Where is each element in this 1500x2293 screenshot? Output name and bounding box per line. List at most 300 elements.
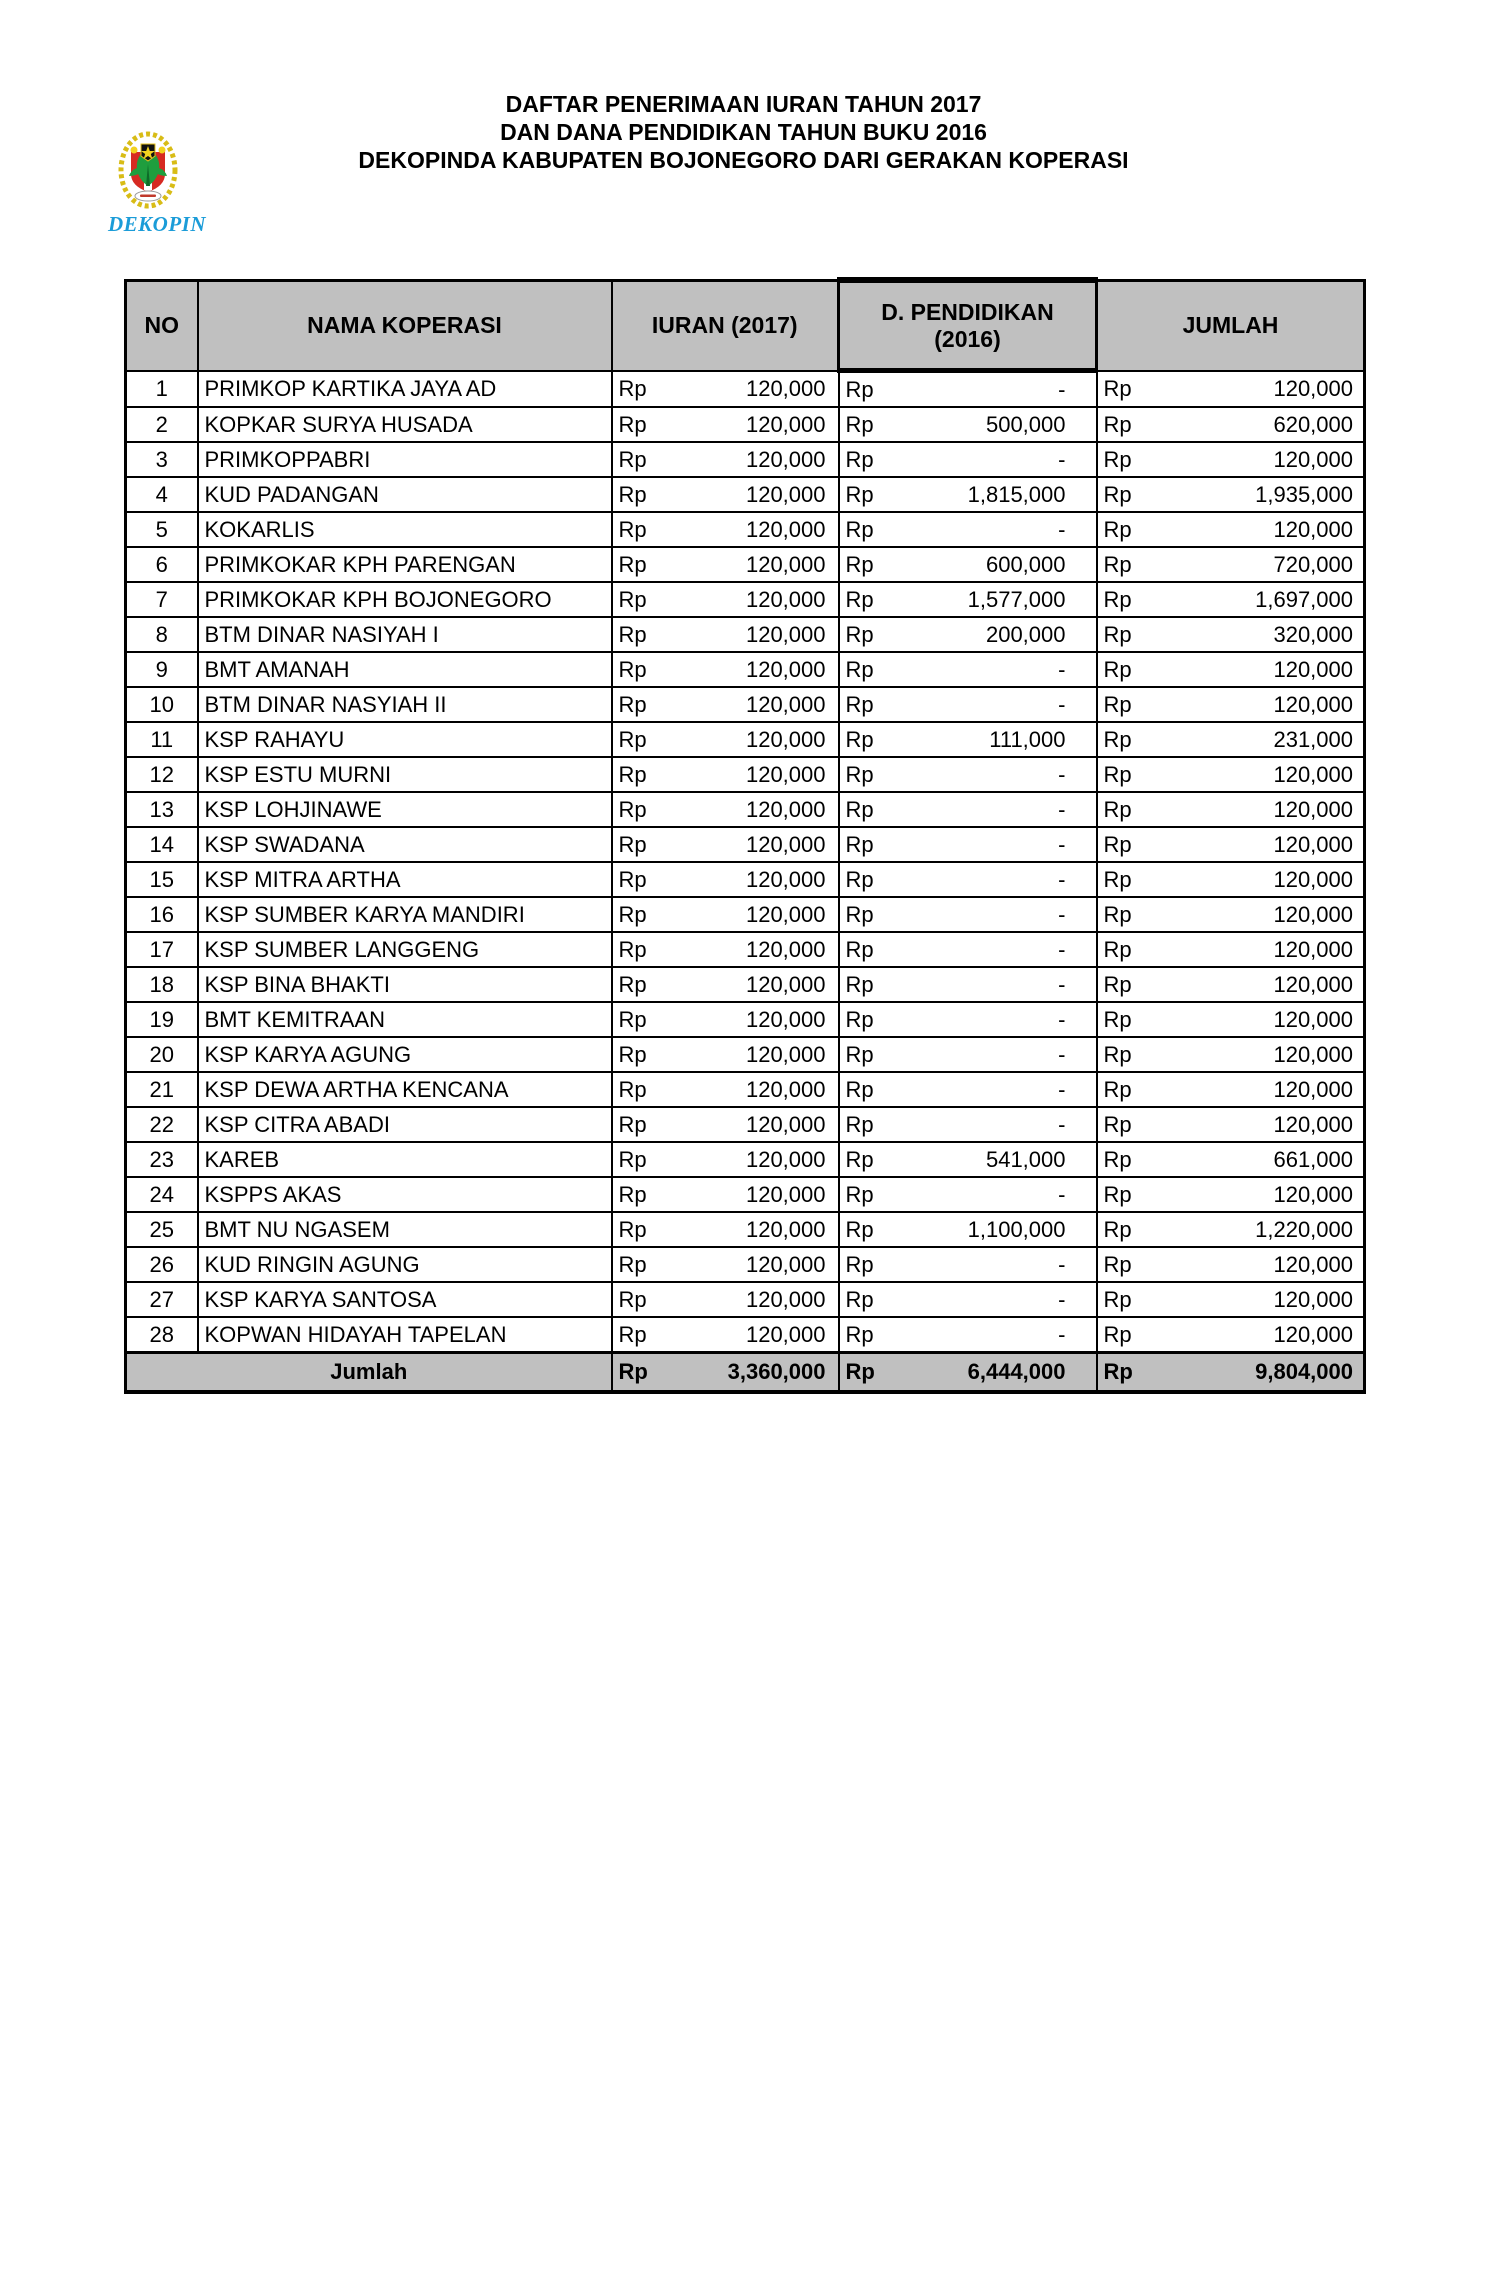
table-row xyxy=(126,1317,1365,1353)
jumlah-value: 120,000 xyxy=(1273,1076,1353,1102)
table-row xyxy=(126,1212,1365,1247)
table-row xyxy=(126,407,1365,442)
col-header-jumlah: JUMLAH xyxy=(1097,280,1365,371)
col-header-no: NO xyxy=(126,280,198,371)
jumlah-value: 120,000 xyxy=(1273,375,1353,401)
row-number: 15 xyxy=(126,862,198,897)
pendidikan-cell xyxy=(839,862,1097,897)
pendidikan-value: - xyxy=(1058,1041,1066,1067)
iuran-cell xyxy=(612,652,839,687)
koperasi-name: KUD PADANGAN xyxy=(198,477,612,512)
jumlah-value: 120,000 xyxy=(1273,516,1353,542)
row-number: 21 xyxy=(126,1072,198,1107)
row-number: 11 xyxy=(126,722,198,757)
currency-label: Rp xyxy=(618,375,647,401)
table-row xyxy=(126,371,1365,408)
iuran-value: 120,000 xyxy=(745,1041,826,1067)
jumlah-cell xyxy=(1097,512,1365,547)
currency-label: Rp xyxy=(1103,971,1132,997)
currency-label: Rp xyxy=(845,726,874,752)
total-jumlah-value: 9,804,000 xyxy=(1255,1359,1353,1384)
pendidikan-cell xyxy=(839,1247,1097,1282)
jumlah-value: 620,000 xyxy=(1273,411,1353,437)
jumlah-cell xyxy=(1097,792,1365,827)
currency-label: Rp xyxy=(845,866,874,892)
koperasi-name: BMT KEMITRAAN xyxy=(198,1002,612,1037)
pendidikan-value: 600,000 xyxy=(985,551,1066,577)
jumlah-cell xyxy=(1097,687,1365,722)
currency-label: Rp xyxy=(1103,1359,1133,1384)
row-number: 2 xyxy=(126,407,198,442)
currency-label: Rp xyxy=(618,1006,647,1032)
iuran-cell xyxy=(612,477,839,512)
table-row xyxy=(126,442,1365,477)
currency-label: Rp xyxy=(845,1041,874,1067)
koperasi-name: KOPKAR SURYA HUSADA xyxy=(198,407,612,442)
currency-label: Rp xyxy=(845,936,874,962)
table-row xyxy=(126,722,1365,757)
row-number: 24 xyxy=(126,1177,198,1212)
currency-label: Rp xyxy=(618,586,647,612)
iuran-value: 120,000 xyxy=(745,1216,826,1242)
col-header-pendidikan: D. PENDIDIKAN (2016) xyxy=(839,280,1097,371)
pendidikan-value: - xyxy=(1058,901,1066,927)
iuran-value: 120,000 xyxy=(745,901,826,927)
pendidikan-cell xyxy=(839,582,1097,617)
pendidikan-value: - xyxy=(1058,376,1066,402)
iuran-value: 120,000 xyxy=(745,446,826,472)
iuran-value: 120,000 xyxy=(745,621,826,647)
title-line-3: DEKOPINDA KABUPATEN BOJONEGORO DARI GERAKAN KOPERASI xyxy=(358,147,1129,173)
jumlah-value: 120,000 xyxy=(1273,796,1353,822)
jumlah-cell xyxy=(1097,827,1365,862)
jumlah-cell xyxy=(1097,1177,1365,1212)
jumlah-value: 120,000 xyxy=(1273,1251,1353,1277)
iuran-cell xyxy=(612,1212,839,1247)
title-line-1: DAFTAR PENERIMAAN IURAN TAHUN 2017 xyxy=(505,91,982,117)
iuran-value: 120,000 xyxy=(745,971,826,997)
currency-label: Rp xyxy=(618,446,647,472)
row-number: 1 xyxy=(126,371,198,408)
iuran-cell xyxy=(612,407,839,442)
koperasi-name: PRIMKOPPABRI xyxy=(198,442,612,477)
row-number: 23 xyxy=(126,1142,198,1177)
currency-label: Rp xyxy=(1103,901,1132,927)
koperasi-name: PRIMKOKAR KPH PARENGAN xyxy=(198,547,612,582)
currency-label: Rp xyxy=(1103,551,1132,577)
pendidikan-cell xyxy=(839,512,1097,547)
jumlah-cell xyxy=(1097,547,1365,582)
row-number: 13 xyxy=(126,792,198,827)
pendidikan-value: - xyxy=(1058,1076,1066,1102)
koperasi-name: PRIMKOKAR KPH BOJONEGORO xyxy=(198,582,612,617)
pendidikan-value: - xyxy=(1058,656,1066,682)
currency-label: Rp xyxy=(1103,796,1132,822)
pendidikan-cell xyxy=(839,477,1097,512)
pendidikan-value: - xyxy=(1058,796,1066,822)
iuran-value: 120,000 xyxy=(745,586,826,612)
currency-label: Rp xyxy=(618,551,647,577)
pendidikan-cell xyxy=(839,827,1097,862)
col-header-nama: NAMA KOPERASI xyxy=(198,280,612,371)
koperasi-name: KSP KARYA AGUNG xyxy=(198,1037,612,1072)
jumlah-cell xyxy=(1097,1282,1365,1317)
pendidikan-value: - xyxy=(1058,936,1066,962)
jumlah-cell xyxy=(1097,371,1365,408)
pendidikan-cell xyxy=(839,1107,1097,1142)
pendidikan-cell xyxy=(839,1142,1097,1177)
row-number: 3 xyxy=(126,442,198,477)
pendidikan-cell xyxy=(839,687,1097,722)
currency-label: Rp xyxy=(618,971,647,997)
currency-label: Rp xyxy=(618,796,647,822)
koperasi-name: KSP SUMBER LANGGENG xyxy=(198,932,612,967)
jumlah-value: 120,000 xyxy=(1273,761,1353,787)
iuran-value: 120,000 xyxy=(745,1146,826,1172)
currency-label: Rp xyxy=(845,516,874,542)
iuran-cell xyxy=(612,1107,839,1142)
table-row xyxy=(126,792,1365,827)
currency-label: Rp xyxy=(1103,516,1132,542)
jumlah-value: 120,000 xyxy=(1273,831,1353,857)
pendidikan-cell xyxy=(839,1002,1097,1037)
total-pendidikan-value: 6,444,000 xyxy=(967,1359,1066,1384)
iuran-cell xyxy=(612,512,839,547)
currency-label: Rp xyxy=(1103,656,1132,682)
currency-label: Rp xyxy=(1103,1076,1132,1102)
koperasi-name: KSP RAHAYU xyxy=(198,722,612,757)
currency-label: Rp xyxy=(618,411,647,437)
iuran-cell xyxy=(612,932,839,967)
iuran-value: 120,000 xyxy=(745,1251,826,1277)
currency-label: Rp xyxy=(618,691,647,717)
jumlah-value: 120,000 xyxy=(1273,1181,1353,1207)
pendidikan-cell xyxy=(839,1177,1097,1212)
pendidikan-value: 1,577,000 xyxy=(967,586,1066,612)
koperasi-name: BTM DINAR NASYIAH II xyxy=(198,687,612,722)
jumlah-value: 120,000 xyxy=(1273,656,1353,682)
currency-label: Rp xyxy=(618,726,647,752)
currency-label: Rp xyxy=(1103,1111,1132,1137)
jumlah-value: 1,220,000 xyxy=(1255,1216,1353,1242)
table-row xyxy=(126,547,1365,582)
table-row xyxy=(126,932,1365,967)
row-number: 25 xyxy=(126,1212,198,1247)
table-row xyxy=(126,617,1365,652)
currency-label: Rp xyxy=(618,831,647,857)
pendidikan-value: - xyxy=(1058,1111,1066,1137)
jumlah-cell xyxy=(1097,757,1365,792)
iuran-value: 120,000 xyxy=(745,1006,826,1032)
currency-label: Rp xyxy=(618,1146,647,1172)
currency-label: Rp xyxy=(1103,586,1132,612)
koperasi-name: BTM DINAR NASIYAH I xyxy=(198,617,612,652)
currency-label: Rp xyxy=(1103,831,1132,857)
table-row xyxy=(126,652,1365,687)
row-number: 17 xyxy=(126,932,198,967)
currency-label: Rp xyxy=(845,481,874,507)
iuran-value: 120,000 xyxy=(745,411,826,437)
table-row xyxy=(126,1142,1365,1177)
iuran-cell xyxy=(612,547,839,582)
pendidikan-cell xyxy=(839,442,1097,477)
jumlah-cell xyxy=(1097,407,1365,442)
row-number: 9 xyxy=(126,652,198,687)
iuran-cell xyxy=(612,442,839,477)
pendidikan-cell xyxy=(839,722,1097,757)
jumlah-cell xyxy=(1097,967,1365,1002)
pendidikan-cell xyxy=(839,757,1097,792)
table-row xyxy=(126,1002,1365,1037)
iuran-value: 120,000 xyxy=(745,551,826,577)
pendidikan-cell xyxy=(839,897,1097,932)
row-number: 22 xyxy=(126,1107,198,1142)
jumlah-value: 120,000 xyxy=(1273,901,1353,927)
koperasi-name: KSP DEWA ARTHA KENCANA xyxy=(198,1072,612,1107)
total-iuran-cell xyxy=(612,1353,839,1393)
table-row xyxy=(126,1037,1365,1072)
jumlah-value: 720,000 xyxy=(1273,551,1353,577)
koperasi-name: KSPPS AKAS xyxy=(198,1177,612,1212)
currency-label: Rp xyxy=(1103,691,1132,717)
jumlah-value: 120,000 xyxy=(1273,691,1353,717)
currency-label: Rp xyxy=(618,481,647,507)
koperasi-name: PRIMKOP KARTIKA JAYA AD xyxy=(198,371,612,408)
jumlah-value: 120,000 xyxy=(1273,1006,1353,1032)
pendidikan-value: - xyxy=(1058,1251,1066,1277)
pendidikan-value: - xyxy=(1058,971,1066,997)
iuran-cell xyxy=(612,1142,839,1177)
iuran-cell xyxy=(612,617,839,652)
currency-label: Rp xyxy=(1103,866,1132,892)
iuran-value: 120,000 xyxy=(745,1076,826,1102)
currency-label: Rp xyxy=(618,761,647,787)
currency-label: Rp xyxy=(618,1321,647,1347)
pendidikan-cell xyxy=(839,967,1097,1002)
currency-label: Rp xyxy=(618,901,647,927)
iuran-value: 120,000 xyxy=(745,866,826,892)
currency-label: Rp xyxy=(1103,481,1132,507)
iuran-cell xyxy=(612,582,839,617)
total-jumlah-cell xyxy=(1097,1353,1365,1393)
row-number: 16 xyxy=(126,897,198,932)
pendidikan-cell xyxy=(839,652,1097,687)
jumlah-value: 320,000 xyxy=(1273,621,1353,647)
koperasi-name: KUD RINGIN AGUNG xyxy=(198,1247,612,1282)
table-row xyxy=(126,582,1365,617)
currency-label: Rp xyxy=(618,936,647,962)
table-row xyxy=(126,477,1365,512)
currency-label: Rp xyxy=(618,1181,647,1207)
currency-label: Rp xyxy=(845,1321,874,1347)
pendidikan-value: 541,000 xyxy=(985,1146,1066,1172)
koperasi-name: KSP ESTU MURNI xyxy=(198,757,612,792)
table-row xyxy=(126,1072,1365,1107)
currency-label: Rp xyxy=(1103,936,1132,962)
pendidikan-cell xyxy=(839,407,1097,442)
row-number: 19 xyxy=(126,1002,198,1037)
currency-label: Rp xyxy=(618,866,647,892)
iuran-value: 120,000 xyxy=(745,1286,826,1312)
koperasi-name: KSP BINA BHAKTI xyxy=(198,967,612,1002)
currency-label: Rp xyxy=(1103,726,1132,752)
currency-label: Rp xyxy=(618,1076,647,1102)
iuran-cell xyxy=(612,757,839,792)
iuran-cell xyxy=(612,687,839,722)
col-header-iuran: IURAN (2017) xyxy=(612,280,839,371)
jumlah-cell xyxy=(1097,1317,1365,1353)
currency-label: Rp xyxy=(618,621,647,647)
iuran-table xyxy=(124,277,1366,1394)
pendidikan-value: 111,000 xyxy=(989,726,1066,752)
title-line-2: DAN DANA PENDIDIKAN TAHUN BUKU 2016 xyxy=(500,119,987,145)
iuran-value: 120,000 xyxy=(745,796,826,822)
currency-label: Rp xyxy=(1103,411,1132,437)
pendidikan-value: 1,815,000 xyxy=(967,481,1066,507)
pendidikan-value: - xyxy=(1058,446,1066,472)
currency-label: Rp xyxy=(845,446,874,472)
currency-label: Rp xyxy=(845,1006,874,1032)
row-number: 10 xyxy=(126,687,198,722)
iuran-value: 120,000 xyxy=(745,481,826,507)
koperasi-name: KAREB xyxy=(198,1142,612,1177)
table-row xyxy=(126,757,1365,792)
currency-label: Rp xyxy=(618,1216,647,1242)
currency-label: Rp xyxy=(845,1076,874,1102)
iuran-value: 120,000 xyxy=(745,375,826,401)
currency-label: Rp xyxy=(1103,761,1132,787)
koperasi-name: KOKARLIS xyxy=(198,512,612,547)
iuran-value: 120,000 xyxy=(745,726,826,752)
jumlah-value: 120,000 xyxy=(1273,1111,1353,1137)
pendidikan-value: - xyxy=(1058,866,1066,892)
table-footer xyxy=(126,1353,1365,1393)
iuran-cell xyxy=(612,967,839,1002)
row-number: 27 xyxy=(126,1282,198,1317)
currency-label: Rp xyxy=(1103,1181,1132,1207)
iuran-cell xyxy=(612,862,839,897)
jumlah-cell xyxy=(1097,477,1365,512)
currency-label: Rp xyxy=(845,1111,874,1137)
jumlah-cell xyxy=(1097,1107,1365,1142)
currency-label: Rp xyxy=(845,1181,874,1207)
pendidikan-cell xyxy=(839,1317,1097,1353)
currency-label: Rp xyxy=(618,656,647,682)
iuran-value: 120,000 xyxy=(745,691,826,717)
currency-label: Rp xyxy=(845,901,874,927)
currency-label: Rp xyxy=(1103,1286,1132,1312)
koperasi-name: KSP CITRA ABADI xyxy=(198,1107,612,1142)
jumlah-cell xyxy=(1097,862,1365,897)
koperasi-name: KOPWAN HIDAYAH TAPELAN xyxy=(198,1317,612,1353)
koperasi-name: KSP MITRA ARTHA xyxy=(198,862,612,897)
currency-label: Rp xyxy=(845,831,874,857)
currency-label: Rp xyxy=(1103,446,1132,472)
iuran-value: 120,000 xyxy=(745,516,826,542)
currency-label: Rp xyxy=(1103,1041,1132,1067)
pendidikan-value: - xyxy=(1058,516,1066,542)
row-number: 12 xyxy=(126,757,198,792)
iuran-cell xyxy=(612,1037,839,1072)
jumlah-cell xyxy=(1097,897,1365,932)
pendidikan-cell xyxy=(839,617,1097,652)
pendidikan-value: - xyxy=(1058,761,1066,787)
iuran-cell xyxy=(612,827,839,862)
currency-label: Rp xyxy=(618,1251,647,1277)
total-pendidikan-cell xyxy=(839,1353,1097,1393)
jumlah-value: 120,000 xyxy=(1273,971,1353,997)
row-number: 4 xyxy=(126,477,198,512)
jumlah-cell xyxy=(1097,1212,1365,1247)
currency-label: Rp xyxy=(845,586,874,612)
jumlah-value: 120,000 xyxy=(1273,1321,1353,1347)
currency-label: Rp xyxy=(618,1041,647,1067)
iuran-value: 120,000 xyxy=(745,656,826,682)
table-row xyxy=(126,897,1365,932)
iuran-cell xyxy=(612,1072,839,1107)
pendidikan-value: 500,000 xyxy=(985,411,1066,437)
table-row xyxy=(126,1107,1365,1142)
currency-label: Rp xyxy=(845,1286,874,1312)
jumlah-value: 661,000 xyxy=(1273,1146,1353,1172)
pendidikan-value: - xyxy=(1058,1181,1066,1207)
jumlah-cell xyxy=(1097,652,1365,687)
currency-label: Rp xyxy=(845,656,874,682)
pendidikan-cell xyxy=(839,792,1097,827)
row-number: 26 xyxy=(126,1247,198,1282)
table-row xyxy=(126,1177,1365,1212)
table-row xyxy=(126,1247,1365,1282)
currency-label: Rp xyxy=(618,1359,648,1384)
row-number: 5 xyxy=(126,512,198,547)
row-number: 8 xyxy=(126,617,198,652)
currency-label: Rp xyxy=(845,411,874,437)
currency-label: Rp xyxy=(845,761,874,787)
table-row xyxy=(126,967,1365,1002)
dekopin-wordmark: DEKOPIN xyxy=(108,212,207,236)
iuran-cell xyxy=(612,792,839,827)
jumlah-value: 120,000 xyxy=(1273,446,1353,472)
iuran-cell xyxy=(612,1177,839,1212)
currency-label: Rp xyxy=(1103,1251,1132,1277)
jumlah-cell xyxy=(1097,582,1365,617)
iuran-value: 120,000 xyxy=(745,936,826,962)
currency-label: Rp xyxy=(618,1111,647,1137)
jumlah-value: 231,000 xyxy=(1273,726,1353,752)
jumlah-cell xyxy=(1097,617,1365,652)
pendidikan-value: 1,100,000 xyxy=(967,1216,1066,1242)
currency-label: Rp xyxy=(845,551,874,577)
iuran-value: 120,000 xyxy=(745,761,826,787)
pendidikan-value: - xyxy=(1058,831,1066,857)
currency-label: Rp xyxy=(845,971,874,997)
row-number: 18 xyxy=(126,967,198,1002)
koperasi-name: BMT NU NGASEM xyxy=(198,1212,612,1247)
pendidikan-value: - xyxy=(1058,1321,1066,1347)
currency-label: Rp xyxy=(1103,621,1132,647)
total-row xyxy=(126,1353,1365,1393)
table-row xyxy=(126,862,1365,897)
pendidikan-cell xyxy=(839,371,1097,408)
row-number: 6 xyxy=(126,547,198,582)
currency-label: Rp xyxy=(845,1146,874,1172)
pendidikan-value: - xyxy=(1058,1286,1066,1312)
iuran-value: 120,000 xyxy=(745,1181,826,1207)
iuran-cell xyxy=(612,371,839,408)
total-iuran-value: 3,360,000 xyxy=(727,1359,826,1384)
iuran-cell xyxy=(612,1002,839,1037)
jumlah-cell xyxy=(1097,1002,1365,1037)
